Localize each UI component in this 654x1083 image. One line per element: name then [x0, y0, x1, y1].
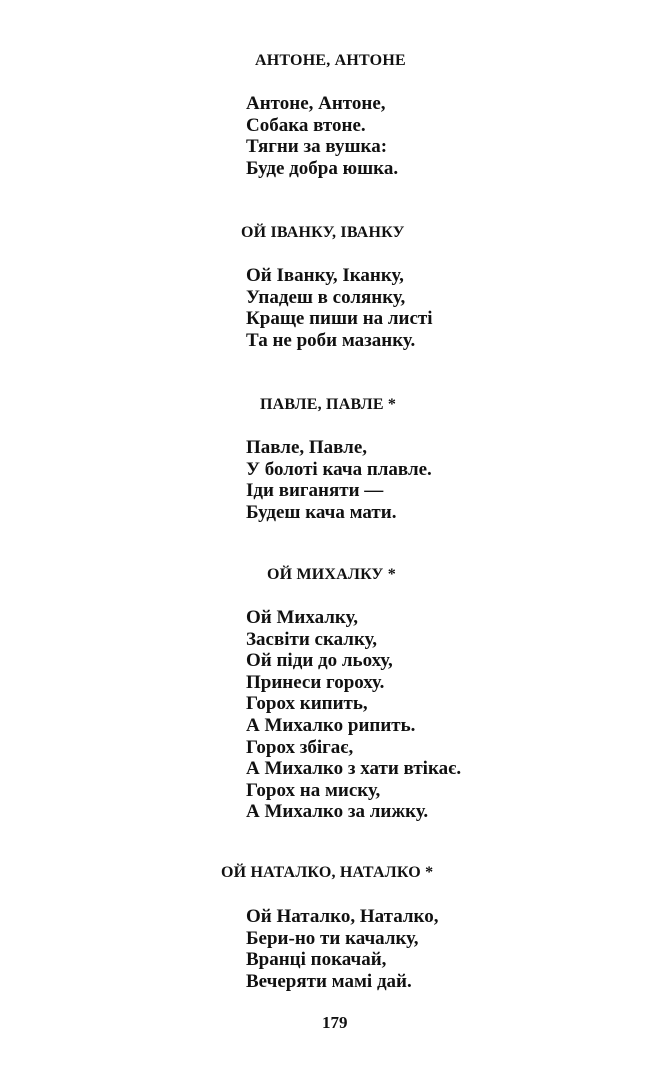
verse-line: Принеси гороху.	[246, 671, 385, 693]
verse-line: Собака втоне.	[246, 114, 366, 136]
verse-line: Будеш кача мати.	[246, 501, 397, 523]
verse-line: Засвіти скалку,	[246, 628, 377, 650]
page-number: 179	[322, 1013, 348, 1032]
verse-line: Та не роби мазанку.	[246, 329, 416, 351]
verse-line: А Михалко з хати втікає.	[246, 758, 462, 780]
poem-verse-antone	[246, 93, 398, 179]
verse-line: Ой піди до льоху,	[246, 650, 393, 672]
poem-verse-pavle	[246, 437, 432, 523]
verse-line: Ой Наталко, Наталко,	[246, 906, 439, 927]
poem-title-antone: АНТОНЕ, АНТОНЕ	[255, 52, 406, 69]
poem-verse-mykhalku	[246, 607, 461, 823]
verse-line: Горох кипить,	[246, 693, 368, 715]
poem-title-ivanku: ОЙ ІВАНКУ, ІВАНКУ	[241, 224, 405, 241]
verse-line: Горох збігає,	[246, 736, 354, 758]
verse-line: Горох на миску,	[246, 779, 381, 801]
verse-line: Упадеш в солянку,	[246, 286, 406, 308]
verse-line: У болоті кача плавле.	[246, 458, 432, 480]
poem-title-natalko: ОЙ НАТАЛКО, НАТАЛКО *	[221, 864, 434, 881]
verse-line: Краще пиши на листі	[246, 308, 433, 330]
verse-line: А Михалко за лижку.	[246, 801, 429, 823]
verse-line: Павле, Павле,	[246, 437, 368, 458]
verse-line: Бери-но ти качалку,	[246, 927, 419, 949]
verse-line: Тягни за вушка:	[246, 136, 388, 158]
verse-line: Ой Михалку,	[246, 607, 358, 628]
poem-verse-natalko	[246, 906, 438, 992]
verse-line: Буде добра юшка.	[246, 157, 399, 179]
poem-title-pavle: ПАВЛЕ, ПАВЛЕ *	[260, 396, 397, 413]
verse-line: Антоне, Антоне,	[246, 93, 386, 114]
verse-line: Іди виганяти —	[246, 480, 384, 502]
verse-line: Ой Іванку, Іканку,	[246, 265, 404, 286]
verse-line: Вранці покачай,	[246, 949, 387, 971]
poem-title-mykhalku: ОЙ МИХАЛКУ *	[267, 566, 396, 583]
verse-line: А Михалко рипить.	[246, 714, 416, 736]
poem-verse-ivanku	[246, 265, 433, 351]
verse-line: Вечеряти мамі дай.	[246, 970, 412, 992]
